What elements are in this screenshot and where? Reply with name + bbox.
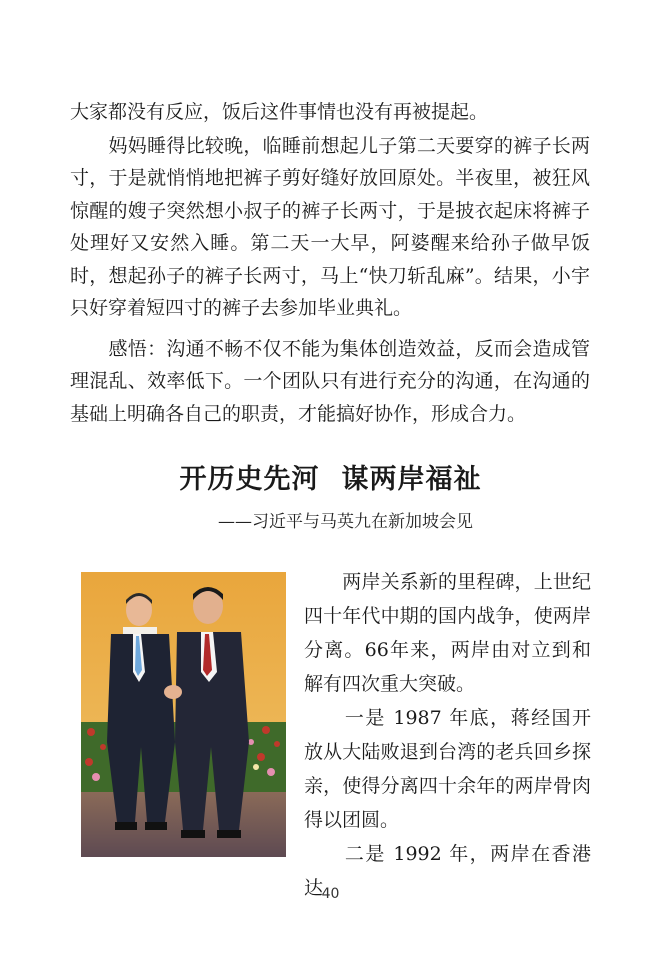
article-subtitle: ——习近平与马英九在新加坡会见 bbox=[218, 512, 473, 532]
two-leaders-handshake-photo bbox=[81, 572, 286, 857]
article-title-part1: 开历史先河 bbox=[179, 464, 320, 495]
paragraph-story: 妈妈睡得比较晚，临睡前想起儿子第二天要穿的裤子长两寸，于是就悄悄地把裤子剪好缝好放回原处。半夜里，被狂风惊醒的嫂子突然想小叔子的裤子长两寸，于是披衣起床将裤子处理好又安然入睡。第二天一大早，阿婆醒来给孙子做早饭时，想起孙子的裤子长两寸，马上“快刀斩乱麻”。结果，小宇只好穿着短四寸的裤子去参加毕业典礼。 bbox=[70, 135, 590, 320]
article-title-part2: 谋两岸福祉 bbox=[341, 464, 482, 495]
article-paragraph-2: 一是 1987 年底，蒋经国开放从大陆败退到台湾的老兵回乡探亲，使得分离四十余年的两岸骨肉得以团圆。 bbox=[304, 707, 591, 831]
article-paragraph-3: 二是 1992 年，两岸在香港达 bbox=[304, 843, 591, 899]
article-paragraph-1: 两岸关系新的里程碑，上世纪四十年代中期的国内战争，使两岸分离。66年来，两岸由对立到和解有四次重大突破。 bbox=[304, 571, 591, 695]
paragraph-reflection: 感悟：沟通不畅不仅不能为集体创造效益，反而会造成管理混乱、效率低下。一个团队只有进行充分的沟通，在沟通的基础上明确各自己的职责，才能搞好协作，形成合力。 bbox=[70, 338, 590, 425]
article-title bbox=[0, 457, 661, 496]
article-body bbox=[304, 565, 591, 905]
paragraph-intro-line: 大家都没有反应，饭后这件事情也没有再被提起。 bbox=[70, 101, 489, 123]
page-number: 40 bbox=[321, 886, 340, 902]
